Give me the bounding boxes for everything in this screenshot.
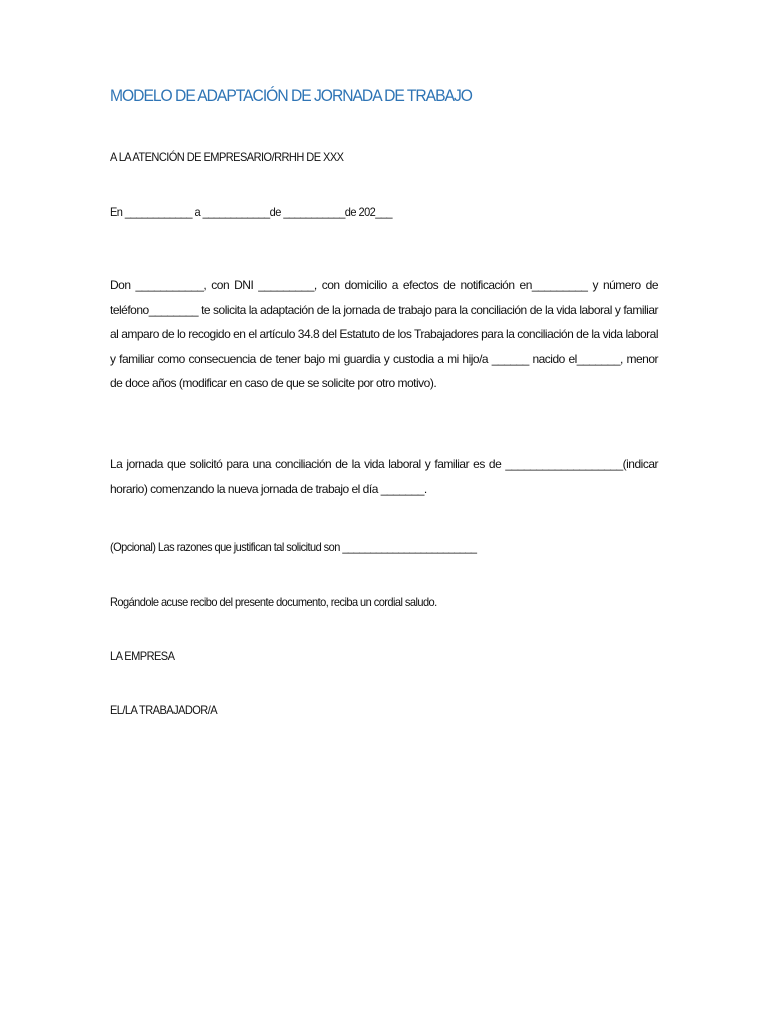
- attention-line: A LA ATENCIÓN DE EMPRESARIO/RRHH DE XXX: [110, 150, 344, 164]
- document-title: MODELO DE ADAPTACIÓN DE JORNADA DE TRABAJO: [110, 86, 472, 105]
- schedule-paragraph-text: La jornada que solicitó para una conciliación de la vida laboral y familiar es de ___________________(indicar horario) comenzando la nueva jornada de trabajo el día _______.: [110, 457, 658, 496]
- closing-line: Rogándole acuse recibo del presente documento, reciba un cordial saludo.: [110, 595, 437, 609]
- place-date-line: En ____________ a ____________de ___________de 202___: [110, 205, 393, 219]
- schedule-paragraph: [110, 452, 658, 501]
- request-paragraph-text: Don ___________, con DNI _________, con domicilio a efectos de notificación en_________ y número de teléfono________ te solicita la adaptación de la jornada de trabajo para la conciliación de la vida laboral y familiar al amparo de lo recogido en el artículo 34.8 del Estatuto de los Trabajadores para la conciliación de la vida laboral y familiar como consecuencia de tener bajo mi guardia y custodia a mi hijo/a ______ nacido el_______, menor de doce años (modificar en caso de que se solicite por otro motivo).: [110, 278, 658, 390]
- worker-signature-label: EL/LA TRABAJADOR/A: [110, 703, 218, 717]
- optional-reasons-line: (Opcional) Las razones que justifican tal solicitud son ________________________: [110, 540, 477, 554]
- company-signature-label: LA EMPRESA: [110, 649, 175, 663]
- request-paragraph: [110, 273, 658, 396]
